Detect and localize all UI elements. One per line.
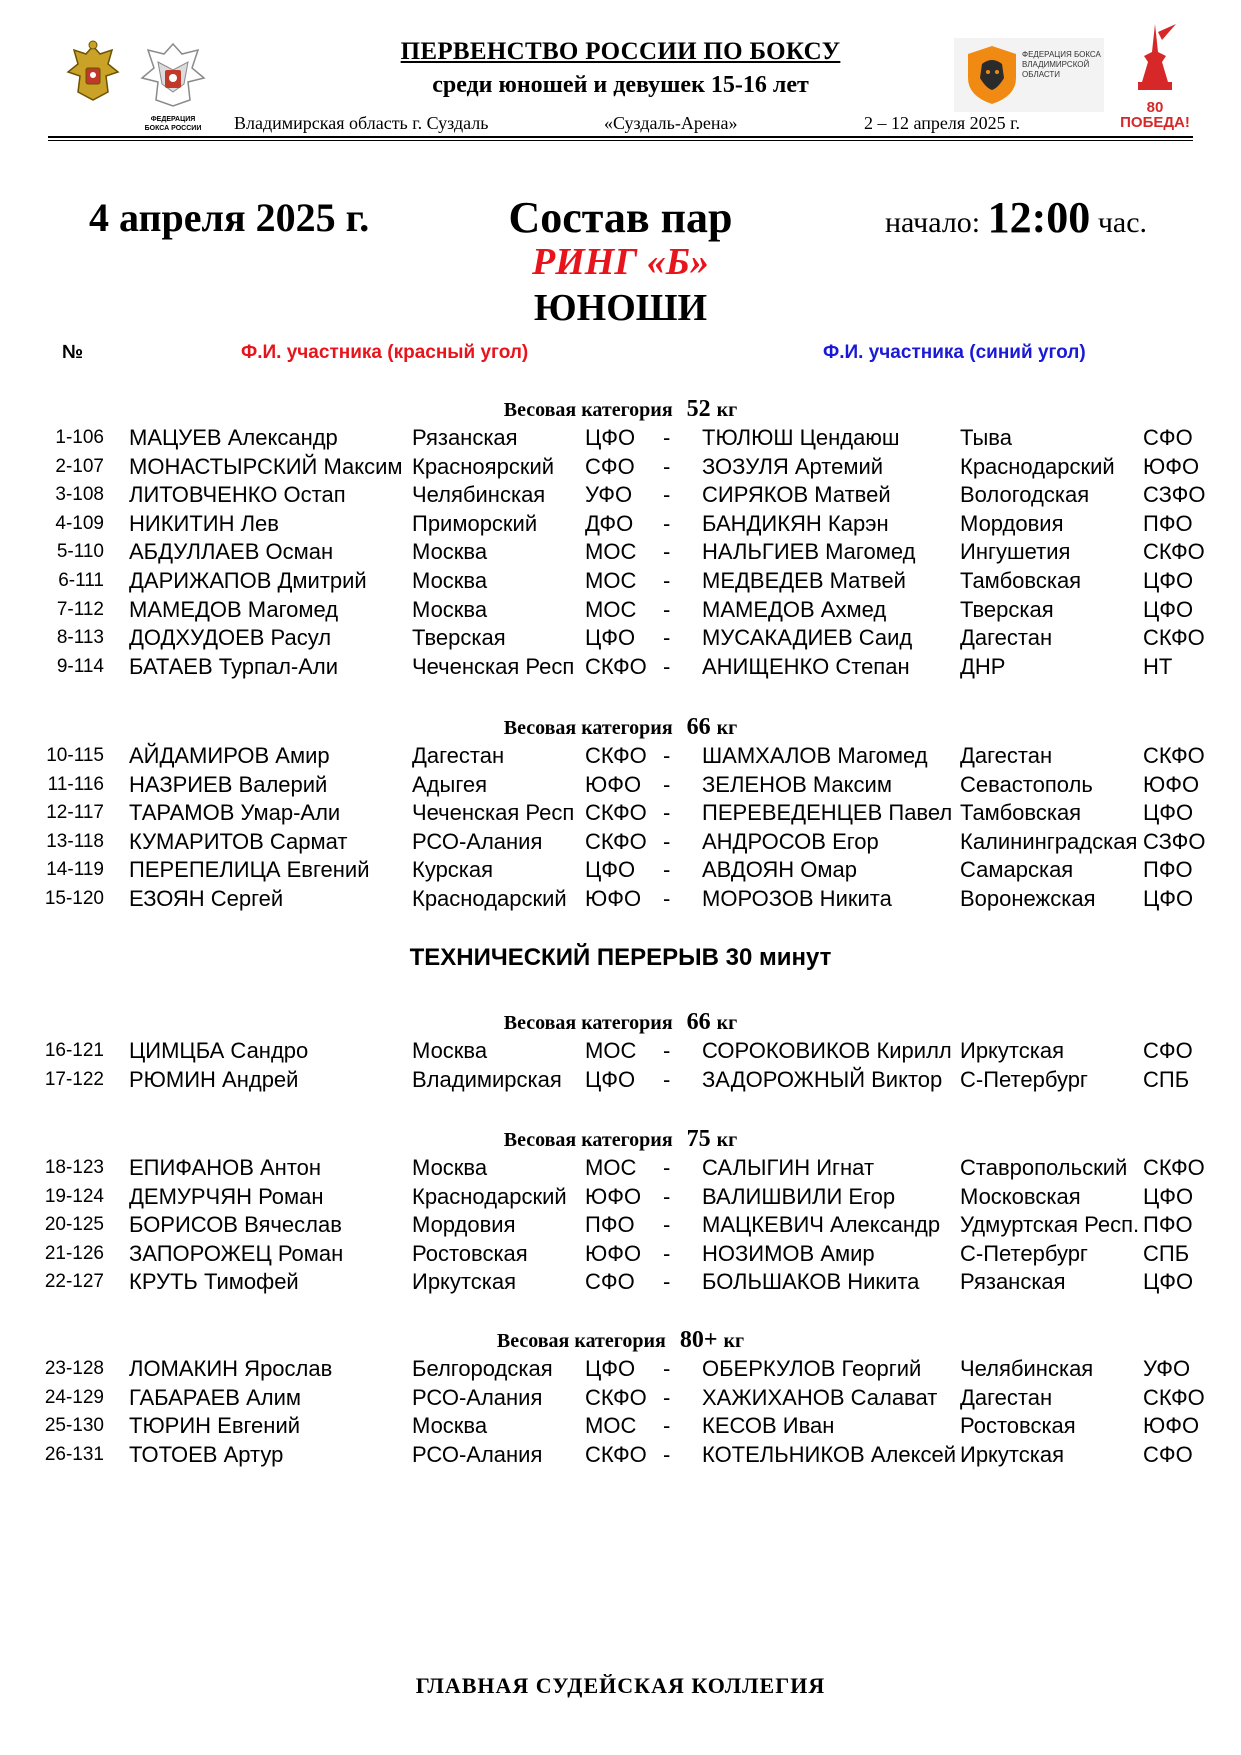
blue-corner-region: С-Петербург bbox=[960, 1066, 1088, 1092]
bout-number: 26-131 bbox=[44, 1443, 104, 1465]
bout-number: 5-110 bbox=[56, 541, 104, 563]
weight-category-heading bbox=[0, 1009, 1241, 1036]
red-corner-district: МОС bbox=[585, 1155, 637, 1180]
red-corner-district: СКФО bbox=[585, 1384, 647, 1410]
red-corner-region: Москва bbox=[412, 1038, 488, 1063]
technical-break-notice: ТЕХНИЧЕСКИЙ ПЕРЕРЫВ 30 минут bbox=[409, 944, 832, 971]
bout-number: 11-116 bbox=[47, 773, 104, 795]
red-corner-boxer: КУМАРИТОВ Сармат bbox=[129, 828, 348, 854]
bout-number: 9-114 bbox=[56, 655, 104, 677]
chief-judges-signature: ГЛАВНАЯ СУДЕЙСКАЯ КОЛЛЕГИЯ bbox=[415, 1673, 826, 1698]
blue-corner-district: ПФО bbox=[1143, 857, 1193, 883]
blue-corner-region: Мордовия bbox=[960, 510, 1064, 536]
red-corner-region: Белгородская bbox=[412, 1356, 553, 1381]
weight-category-label: Весовая категория bbox=[503, 1129, 673, 1151]
bout-number: 3-108 bbox=[55, 484, 104, 506]
blue-corner-district: СКФО bbox=[1143, 743, 1205, 768]
versus-dash: - bbox=[663, 425, 671, 450]
weight-category-value: 75 кг bbox=[686, 1126, 738, 1152]
blue-corner-district: СКФО bbox=[1143, 625, 1205, 651]
red-corner-district: ЦФО bbox=[585, 1066, 636, 1092]
red-corner-boxer: РЮМИН Андрей bbox=[129, 1066, 299, 1092]
versus-dash: - bbox=[663, 886, 671, 911]
bout-row bbox=[0, 1241, 1241, 1270]
red-corner-region: Чеченская Респ bbox=[412, 653, 575, 679]
blue-corner-boxer: СОРОКОВИКОВ Кирилл bbox=[702, 1038, 952, 1063]
red-corner-district: ЮФО bbox=[585, 1183, 642, 1209]
red-corner-region: Москва bbox=[412, 539, 488, 565]
blue-corner-region: Севастополь bbox=[960, 771, 1093, 797]
blue-corner-boxer: СИРЯКОВ Матвей bbox=[702, 482, 891, 508]
red-corner-boxer: ЕЗОЯН Сергей bbox=[129, 886, 284, 911]
red-corner-boxer: ЗАПОРОЖЕЦ Роман bbox=[129, 1240, 344, 1266]
versus-dash: - bbox=[663, 1384, 671, 1410]
blue-corner-region: Краснодарский bbox=[960, 453, 1115, 479]
blue-corner-boxer: ВАЛИШВИЛИ Егор bbox=[702, 1183, 896, 1209]
page-title: Состав пар bbox=[508, 193, 733, 242]
blue-corner-district: ЦФО bbox=[1143, 1269, 1194, 1295]
bout-number: 4-109 bbox=[55, 512, 104, 534]
blue-corner-region: Дагестан bbox=[960, 625, 1053, 651]
bout-row bbox=[0, 857, 1241, 886]
red-corner-district: СФО bbox=[585, 1269, 635, 1295]
bout-number: 17-122 bbox=[44, 1068, 104, 1090]
blue-corner-region: Тамбовская bbox=[960, 568, 1082, 593]
bout-row bbox=[0, 1155, 1241, 1184]
bout-row bbox=[0, 511, 1241, 540]
red-corner-region: Москва bbox=[412, 1413, 488, 1439]
bout-row bbox=[0, 1038, 1241, 1067]
bout-number: 21-126 bbox=[44, 1242, 104, 1264]
red-corner-region: Рязанская bbox=[412, 425, 518, 450]
versus-dash: - bbox=[663, 857, 671, 883]
red-corner-district: ДФО bbox=[585, 510, 634, 536]
red-corner-district: ЦФО bbox=[585, 857, 636, 883]
bout-number: 24-129 bbox=[44, 1386, 104, 1408]
red-corner-region: Челябинская bbox=[412, 482, 546, 508]
red-corner-boxer: АБДУЛЛАЕВ Осман bbox=[129, 539, 334, 565]
bout-row bbox=[0, 597, 1241, 626]
blue-corner-district: СФО bbox=[1143, 1038, 1193, 1063]
weight-category-label: Весовая категория bbox=[503, 1012, 673, 1034]
red-corner-region: РСО-Алания bbox=[412, 1441, 543, 1467]
weight-category-value: 80+ кг bbox=[679, 1327, 745, 1353]
red-corner-district: ПФО bbox=[585, 1212, 635, 1238]
blue-corner-boxer: МАМЕДОВ Ахмед bbox=[702, 596, 887, 622]
bout-number: 12-117 bbox=[46, 802, 104, 824]
blue-corner-boxer: БАНДИКЯН Карэн bbox=[702, 510, 889, 536]
red-corner-region: РСО-Алания bbox=[412, 1384, 543, 1410]
bout-number: 13-118 bbox=[46, 830, 104, 852]
blue-corner-boxer: ХАЖИХАНОВ Салават bbox=[702, 1384, 938, 1410]
blue-corner-district: УФО bbox=[1143, 1356, 1191, 1381]
weight-category-label: Весовая категория bbox=[496, 1330, 666, 1352]
bout-number: 22-127 bbox=[44, 1271, 104, 1293]
blue-corner-district: СКФО bbox=[1143, 1155, 1205, 1180]
red-corner-boxer: ГАБАРАЕВ Алим bbox=[129, 1384, 302, 1410]
blue-corner-region: Вологодская bbox=[960, 482, 1090, 508]
bout-row bbox=[0, 1212, 1241, 1241]
red-corner-boxer: ДЕМУРЧЯН Роман bbox=[129, 1183, 324, 1209]
red-corner-boxer: ТАРАМОВ Умар-Али bbox=[129, 800, 341, 826]
blue-corner-region: Московская bbox=[960, 1183, 1081, 1209]
versus-dash: - bbox=[663, 771, 671, 797]
blue-corner-district: ЮФО bbox=[1143, 1413, 1200, 1439]
blue-corner-boxer: ЗАДОРОЖНЫЙ Виктор bbox=[702, 1066, 943, 1092]
red-corner-region: Краснодарский bbox=[412, 886, 567, 911]
bout-row bbox=[0, 1184, 1241, 1213]
blue-corner-boxer: ЗЕЛЕНОВ Максим bbox=[702, 771, 892, 797]
blue-corner-district: ЮФО bbox=[1143, 453, 1200, 479]
blue-corner-boxer: КЕСОВ Иван bbox=[702, 1413, 835, 1439]
blue-corner-region: С-Петербург bbox=[960, 1240, 1088, 1266]
header-divider-thin bbox=[48, 140, 1193, 141]
blue-corner-boxer: ТЮЛЮШ Цендаюш bbox=[702, 425, 900, 450]
blue-corner-boxer: МЕДВЕДЕВ Матвей bbox=[702, 568, 906, 593]
venue-location: Владимирская область г. Суздаль bbox=[234, 113, 489, 133]
blue-corner-district: СПБ bbox=[1143, 1066, 1190, 1092]
red-corner-boxer: ЛИТОВЧЕНКО Остап bbox=[129, 482, 346, 508]
blue-corner-boxer: БОЛЬШАКОВ Никита bbox=[702, 1269, 920, 1295]
red-corner-district: СКФО bbox=[585, 800, 647, 826]
bout-number: 10-115 bbox=[46, 745, 104, 766]
column-red-corner-heading: Ф.И. участника (красный угол) bbox=[241, 342, 529, 363]
versus-dash: - bbox=[663, 1183, 671, 1209]
red-corner-district: ЮФО bbox=[585, 771, 642, 797]
blue-corner-boxer: АНДРОСОВ Егор bbox=[702, 828, 879, 854]
red-corner-boxer: КРУТЬ Тимофей bbox=[129, 1269, 299, 1295]
bout-number: 18-123 bbox=[44, 1157, 104, 1178]
weight-category-value: 52 кг bbox=[686, 396, 738, 422]
bout-row bbox=[0, 482, 1241, 511]
weight-category-heading bbox=[0, 396, 1241, 423]
versus-dash: - bbox=[663, 510, 671, 536]
blue-corner-region: Калининградская bbox=[960, 828, 1138, 854]
red-corner-region: Иркутская bbox=[412, 1269, 517, 1295]
blue-corner-district: ЦФО bbox=[1143, 1183, 1194, 1209]
blue-corner-boxer: НАЛЬГИЕВ Магомед bbox=[702, 539, 916, 565]
bout-row bbox=[0, 772, 1241, 801]
blue-corner-district: ЦФО bbox=[1143, 568, 1194, 593]
red-corner-boxer: ЕПИФАНОВ Антон bbox=[129, 1155, 322, 1180]
blue-corner-district: СПБ bbox=[1143, 1240, 1190, 1266]
versus-dash: - bbox=[663, 1413, 671, 1439]
bout-row bbox=[0, 886, 1241, 915]
red-corner-boxer: ДОДХУДОЕВ Расул bbox=[129, 625, 332, 651]
red-corner-region: Мордовия bbox=[412, 1212, 516, 1238]
weight-category-heading bbox=[0, 1327, 1241, 1354]
blue-corner-region: ДНР bbox=[960, 653, 1006, 679]
red-corner-boxer: БОРИСОВ Вячеслав bbox=[129, 1212, 342, 1238]
red-corner-district: ЮФО bbox=[585, 886, 642, 911]
blue-corner-boxer: КОТЕЛЬНИКОВ Алексей bbox=[702, 1441, 956, 1467]
red-corner-boxer: ТОТОЕВ Артур bbox=[129, 1441, 284, 1467]
bout-row bbox=[0, 1385, 1241, 1414]
versus-dash: - bbox=[663, 800, 671, 826]
bout-number: 1-106 bbox=[55, 427, 104, 448]
blue-corner-district: НТ bbox=[1143, 653, 1173, 679]
blue-corner-region: Дагестан bbox=[960, 743, 1053, 768]
bout-number: 19-124 bbox=[44, 1185, 104, 1207]
red-corner-region: Курская bbox=[412, 857, 494, 883]
red-corner-district: СФО bbox=[585, 453, 635, 479]
versus-dash: - bbox=[663, 1066, 671, 1092]
blue-corner-boxer: ПЕРЕВЕДЕНЦЕВ Павел bbox=[702, 800, 953, 826]
bout-number: 25-130 bbox=[44, 1415, 104, 1437]
bout-row bbox=[0, 1413, 1241, 1442]
victory-80-caption: 80 ПОБЕДА! bbox=[1120, 99, 1190, 131]
versus-dash: - bbox=[663, 828, 671, 854]
versus-dash: - bbox=[663, 568, 671, 593]
weight-category-label: Весовая категория bbox=[503, 399, 673, 421]
start-label: начало: bbox=[885, 206, 981, 239]
blue-corner-boxer: МАЦКЕВИЧ Александр bbox=[702, 1212, 941, 1238]
blue-corner-region: Ставропольский bbox=[960, 1155, 1128, 1180]
blue-corner-district: ПФО bbox=[1143, 510, 1193, 536]
bout-number: 7-112 bbox=[56, 598, 104, 620]
red-corner-boxer: ЛОМАКИН Ярослав bbox=[129, 1356, 333, 1381]
boxing-federation-russia-caption: ФЕДЕРАЦИЯ БОКСА РОССИИ bbox=[144, 116, 202, 132]
blue-corner-boxer: НОЗИМОВ Амир bbox=[702, 1240, 875, 1266]
red-corner-district: СКФО bbox=[585, 653, 647, 679]
red-corner-region: Адыгея bbox=[412, 771, 488, 797]
bout-row bbox=[0, 1269, 1241, 1298]
bout-date: 4 апреля 2025 г. bbox=[89, 195, 370, 240]
versus-dash: - bbox=[663, 453, 671, 479]
blue-corner-region: Воронежская bbox=[960, 886, 1096, 911]
red-corner-region: Дагестан bbox=[412, 743, 505, 768]
blue-corner-district: СКФО bbox=[1143, 539, 1205, 565]
blue-corner-district: СЗФО bbox=[1143, 828, 1206, 854]
red-corner-boxer: БАТАЕВ Турпал-Али bbox=[129, 653, 339, 679]
blue-corner-district: СФО bbox=[1143, 425, 1193, 450]
blue-corner-district: СФО bbox=[1143, 1441, 1193, 1467]
red-corner-boxer: НИКИТИН Лев bbox=[129, 510, 279, 536]
bout-row bbox=[0, 539, 1241, 568]
blue-corner-region: Самарская bbox=[960, 857, 1074, 883]
blue-corner-region: Челябинская bbox=[960, 1356, 1094, 1381]
blue-corner-region: Ростовская bbox=[960, 1413, 1076, 1439]
bout-row bbox=[0, 625, 1241, 654]
weight-category-label: Весовая категория bbox=[503, 717, 673, 739]
bout-number: 14-119 bbox=[46, 859, 104, 881]
blue-corner-region: Иркутская bbox=[960, 1441, 1065, 1467]
versus-dash: - bbox=[663, 1038, 671, 1063]
red-corner-region: Москва bbox=[412, 568, 488, 593]
bout-row bbox=[0, 654, 1241, 683]
red-corner-district: ЮФО bbox=[585, 1240, 642, 1266]
venue-arena: «Суздаль-Арена» bbox=[604, 113, 738, 133]
red-corner-region: Краснодарский bbox=[412, 1183, 567, 1209]
bout-row bbox=[0, 743, 1241, 772]
versus-dash: - bbox=[663, 653, 671, 679]
blue-corner-district: СКФО bbox=[1143, 1384, 1205, 1410]
blue-corner-boxer: МУСАКАДИЕВ Саид bbox=[702, 625, 913, 651]
bout-row bbox=[0, 1356, 1241, 1385]
bout-row bbox=[0, 800, 1241, 829]
blue-corner-region: Иркутская bbox=[960, 1038, 1065, 1063]
red-corner-district: МОС bbox=[585, 596, 637, 622]
red-corner-boxer: ТЮРИН Евгений bbox=[129, 1413, 301, 1439]
red-corner-region: Москва bbox=[412, 596, 488, 622]
versus-dash: - bbox=[663, 625, 671, 651]
red-corner-region: Владимирская bbox=[412, 1066, 562, 1092]
blue-corner-region: Тыва bbox=[960, 425, 1012, 450]
bout-number: 6-111 bbox=[58, 570, 104, 591]
blue-corner-district: ПФО bbox=[1143, 1212, 1193, 1238]
blue-corner-region: Ингушетия bbox=[960, 539, 1071, 565]
red-corner-boxer: МОНАСТЫРСКИЙ Максим bbox=[129, 453, 403, 479]
bout-number: 2-107 bbox=[55, 455, 104, 477]
header-divider bbox=[48, 136, 1193, 138]
bout-row bbox=[0, 829, 1241, 858]
red-corner-district: МОС bbox=[585, 1413, 637, 1439]
red-corner-district: ЦФО bbox=[585, 425, 636, 450]
red-corner-region: Красноярский bbox=[412, 453, 555, 479]
red-corner-boxer: МАМЕДОВ Магомед bbox=[129, 596, 339, 622]
bout-row bbox=[0, 425, 1241, 454]
red-corner-boxer: НАЗРИЕВ Валерий bbox=[129, 771, 328, 797]
blue-corner-boxer: АВДОЯН Омар bbox=[702, 857, 857, 883]
red-corner-boxer: ДАРИЖАПОВ Дмитрий bbox=[129, 568, 367, 593]
versus-dash: - bbox=[663, 539, 671, 565]
column-blue-corner-heading: Ф.И. участника (синий угол) bbox=[823, 342, 1086, 363]
red-corner-region: Тверская bbox=[412, 625, 506, 651]
weight-category-value: 66 кг bbox=[686, 1009, 738, 1035]
championship-title: ПЕРВЕНСТВО РОССИИ ПО БОКСУ bbox=[400, 38, 841, 65]
versus-dash: - bbox=[663, 1155, 671, 1180]
bout-number: 23-128 bbox=[44, 1358, 104, 1379]
bout-number: 16-121 bbox=[44, 1040, 104, 1061]
championship-subtitle: среди юношей и девушек 15-16 лет bbox=[432, 72, 809, 98]
red-corner-region: Москва bbox=[412, 1155, 488, 1180]
versus-dash: - bbox=[663, 1269, 671, 1295]
versus-dash: - bbox=[663, 1441, 671, 1467]
bout-row bbox=[0, 1067, 1241, 1096]
red-corner-boxer: ПЕРЕПЕЛИЦА Евгений bbox=[129, 857, 370, 883]
blue-corner-boxer: ОБЕРКУЛОВ Георгий bbox=[702, 1356, 922, 1381]
vladimir-boxing-federation-caption: ФЕДЕРАЦИЯ БОКСА ВЛАДИМИРСКОЙ ОБЛАСТИ bbox=[1022, 50, 1101, 79]
column-number-heading: № bbox=[62, 342, 84, 363]
red-corner-district: СКФО bbox=[585, 828, 647, 854]
red-corner-region: Чеченская Респ bbox=[412, 800, 575, 826]
blue-corner-district: ЮФО bbox=[1143, 771, 1200, 797]
red-corner-district: СКФО bbox=[585, 743, 647, 768]
blue-corner-boxer: САЛЫГИН Игнат bbox=[702, 1155, 875, 1180]
red-corner-region: Приморский bbox=[412, 510, 538, 536]
blue-corner-region: Удмуртская Респ. bbox=[960, 1212, 1140, 1238]
red-corner-boxer: МАЦУЕВ Александр bbox=[129, 425, 338, 450]
blue-corner-region: Тамбовская bbox=[960, 800, 1082, 826]
start-time: 12:00 bbox=[987, 193, 1091, 242]
bout-number: 8-113 bbox=[56, 627, 104, 649]
red-corner-district: ЦФО bbox=[585, 1356, 636, 1381]
versus-dash: - bbox=[663, 1356, 671, 1381]
blue-corner-district: СЗФО bbox=[1143, 482, 1206, 508]
red-corner-district: УФО bbox=[585, 482, 633, 508]
versus-dash: - bbox=[663, 596, 671, 622]
versus-dash: - bbox=[663, 1212, 671, 1238]
bout-row bbox=[0, 1442, 1241, 1471]
versus-dash: - bbox=[663, 743, 671, 768]
start-time-block bbox=[885, 192, 1147, 243]
event-dates: 2 – 12 апреля 2025 г. bbox=[864, 113, 1020, 133]
weight-category-heading bbox=[0, 1126, 1241, 1153]
ring-label: РИНГ «Б» bbox=[532, 241, 709, 283]
blue-corner-district: ЦФО bbox=[1143, 596, 1194, 622]
blue-corner-district: ЦФО bbox=[1143, 886, 1194, 911]
blue-corner-boxer: АНИЩЕНКО Степан bbox=[702, 653, 910, 679]
red-corner-region: Ростовская bbox=[412, 1240, 528, 1266]
versus-dash: - bbox=[663, 1240, 671, 1266]
red-corner-district: СКФО bbox=[585, 1441, 647, 1467]
bout-row bbox=[0, 454, 1241, 483]
bout-number: 15-120 bbox=[44, 888, 104, 909]
red-corner-district: МОС bbox=[585, 1038, 637, 1063]
red-corner-boxer: АЙДАМИРОВ Амир bbox=[129, 743, 330, 768]
weight-category-value: 66 кг bbox=[686, 714, 738, 740]
red-corner-boxer: ЦИМЦБА Сандро bbox=[129, 1038, 309, 1063]
blue-corner-region: Дагестан bbox=[960, 1384, 1053, 1410]
blue-corner-region: Тверская bbox=[960, 596, 1054, 622]
group-label: ЮНОШИ bbox=[533, 287, 708, 329]
bout-row bbox=[0, 568, 1241, 597]
blue-corner-boxer: ЗОЗУЛЯ Артемий bbox=[702, 453, 884, 479]
blue-corner-boxer: ШАМХАЛОВ Магомед bbox=[702, 743, 928, 768]
start-unit: час. bbox=[1097, 206, 1148, 239]
red-corner-district: МОС bbox=[585, 568, 637, 593]
blue-corner-boxer: МОРОЗОВ Никита bbox=[702, 886, 892, 911]
blue-corner-district: ЦФО bbox=[1143, 800, 1194, 826]
bout-number: 20-125 bbox=[44, 1214, 104, 1236]
red-corner-district: МОС bbox=[585, 539, 637, 565]
red-corner-region: РСО-Алания bbox=[412, 828, 543, 854]
blue-corner-region: Рязанская bbox=[960, 1269, 1066, 1295]
versus-dash: - bbox=[663, 482, 671, 508]
weight-category-heading bbox=[0, 714, 1241, 741]
red-corner-district: ЦФО bbox=[585, 625, 636, 651]
